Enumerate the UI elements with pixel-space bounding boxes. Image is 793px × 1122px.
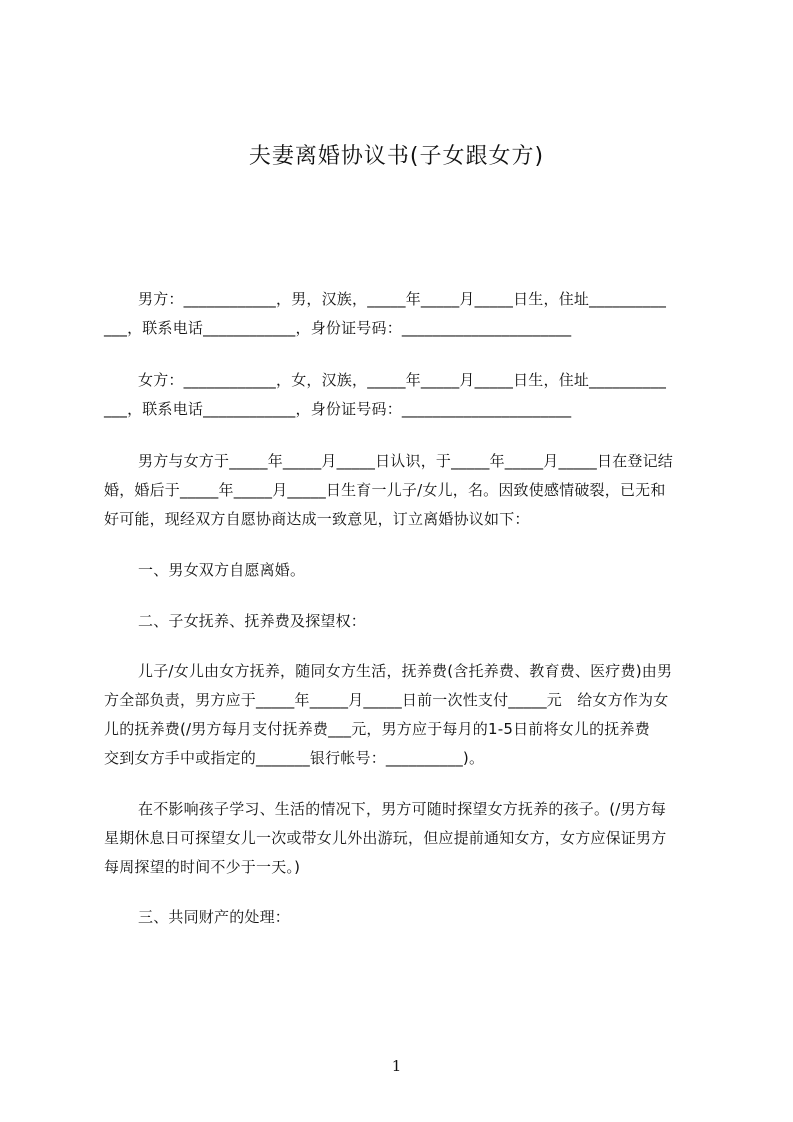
section-three-heading: 三、共同财产的处理： — [138, 908, 291, 926]
male-party-line-1: 男方：____________，男，汉族，_____年_____月_____日生，住址__________ — [138, 290, 667, 308]
page-number: 1 — [391, 1057, 402, 1075]
female-party-line-1: 女方：____________，女，汉族，_____年_____月_____日生，住址__________ — [138, 371, 667, 389]
custody-line-2: 方全部负责，男方应于_____年_____月_____日前一次性支付_____元 给女方作为女 — [104, 691, 669, 709]
custody-line-3: 儿的抚养费(/男方每月支付抚养费___元，男方应于每月的1-5日前将女儿的抚养费 — [104, 720, 650, 738]
section-one-heading: 一、男女双方自愿离婚。 — [138, 561, 306, 579]
visitation-line-1: 在不影响孩子学习、生活的情况下，男方可随时探望女方抚养的孩子。(/男方每 — [138, 800, 667, 818]
custody-line-4: 交到女方手中或指定的_______银行帐号：__________)。 — [104, 749, 485, 767]
male-party-line-2: ___，联系电话____________，身份证号码：______________________ — [104, 319, 572, 337]
document-title: 夫妻离婚协议书(子女跟女方) — [248, 144, 545, 169]
visitation-line-2: 星期休息日可探望女儿一次或带女儿外出游玩，但应提前通知女方，女方应保证男方 — [104, 829, 667, 847]
visitation-line-3: 每周探望的时间不少于一天。) — [104, 858, 301, 876]
acquaintance-line-2: 婚，婚后于_____年_____月_____日生育一儿子/女儿，名。因致使感情破裂，已无和 — [104, 481, 666, 499]
female-party-line-2: ___，联系电话____________，身份证号码：______________________ — [104, 400, 572, 418]
acquaintance-line-1: 男方与女方于_____年_____月_____日认识，于_____年_____月_____日在登记结 — [138, 452, 674, 470]
section-two-heading: 二、子女抚养、抚养费及探望权： — [138, 612, 367, 630]
acquaintance-line-3: 好可能，现经双方自愿协商达成一致意见，订立离婚协议如下： — [104, 510, 530, 528]
custody-line-1: 儿子/女儿由女方抚养，随同女方生活，抚养费(含托养费、教育费、医疗费)由男 — [138, 662, 673, 680]
